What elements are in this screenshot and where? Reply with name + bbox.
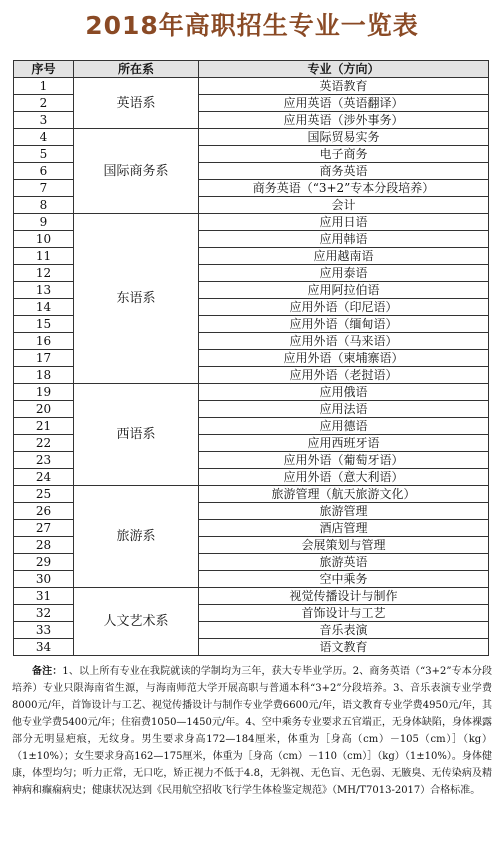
row-index: 13 bbox=[14, 282, 74, 299]
major-cell: 首饰设计与工艺 bbox=[199, 605, 489, 622]
department-cell: 人文艺术系 bbox=[74, 588, 199, 656]
row-index: 20 bbox=[14, 401, 74, 418]
page-title: 2018年高职招生专业一览表 bbox=[85, 11, 419, 40]
major-cell: 商务英语 bbox=[199, 163, 489, 180]
row-index: 6 bbox=[14, 163, 74, 180]
major-cell: 会计 bbox=[199, 197, 489, 214]
major-cell: 旅游管理（航天旅游文化） bbox=[199, 486, 489, 503]
department-cell: 旅游系 bbox=[74, 486, 199, 588]
remarks bbox=[12, 663, 492, 799]
remarks-label: 备注： bbox=[32, 666, 63, 677]
row-index: 14 bbox=[14, 299, 74, 316]
major-cell: 国际贸易实务 bbox=[199, 129, 489, 146]
table-row bbox=[14, 214, 489, 231]
department-cell: 东语系 bbox=[74, 214, 199, 384]
row-index: 32 bbox=[14, 605, 74, 622]
row-index: 28 bbox=[14, 537, 74, 554]
row-index: 25 bbox=[14, 486, 74, 503]
table-row bbox=[14, 486, 489, 503]
row-index: 21 bbox=[14, 418, 74, 435]
major-cell: 旅游英语 bbox=[199, 554, 489, 571]
major-cell: 英语教育 bbox=[199, 78, 489, 95]
row-index: 3 bbox=[14, 112, 74, 129]
major-cell: 应用西班牙语 bbox=[199, 435, 489, 452]
row-index: 11 bbox=[14, 248, 74, 265]
row-index: 8 bbox=[14, 197, 74, 214]
row-index: 10 bbox=[14, 231, 74, 248]
major-cell: 应用英语（英语翻译） bbox=[199, 95, 489, 112]
header-department: 所在系 bbox=[74, 61, 199, 78]
row-index: 19 bbox=[14, 384, 74, 401]
major-cell: 应用外语（印尼语） bbox=[199, 299, 489, 316]
row-index: 16 bbox=[14, 333, 74, 350]
major-cell: 商务英语（“3+2”专本分段培养） bbox=[199, 180, 489, 197]
remarks-text: 1、以上所有专业在我院就读的学制均为三年，获大专毕业学历。2、商务英语（“3+2”专本分段培养）专业只限海南省生源，与海南师范大学开展高职与普通本科“3+2”分段培养。3、音乐表演专业学费8000元/年，首饰设计与工艺、视觉传播设计与制作专业学费6600元/年，语文教育专业学费4950元/年，其他专业学费5400元/年；住宿费1050—1450元/年。4、空中乘务专业要求五官端正，无身体缺陷，身体裸露部分无明显疤痕，无纹身。男生要求身高172—184厘米，体重为［身高（cm）－105（cm）］（kg）（1±10%）；女生要求身高162—175厘米，体重为［身高（cm）－110（cm）］（kg）（1±10%）。身体健康，体型均匀；听力正常，无口吃，矫正视力不低于4.8，无斜视、无色盲、无色弱、无腋臭、无传染病及精神病和癫痫病史；健康状况达到《民用航空招收飞行学生体检鉴定规范》（MH/T7013-2017）合格标准。 bbox=[12, 666, 492, 796]
major-cell: 应用英语（涉外事务） bbox=[199, 112, 489, 129]
row-index: 9 bbox=[14, 214, 74, 231]
row-index: 24 bbox=[14, 469, 74, 486]
major-cell: 会展策划与管理 bbox=[199, 537, 489, 554]
table-header-row bbox=[14, 61, 489, 78]
major-cell: 音乐表演 bbox=[199, 622, 489, 639]
row-index: 7 bbox=[14, 180, 74, 197]
table-body bbox=[14, 78, 489, 656]
major-cell: 应用俄语 bbox=[199, 384, 489, 401]
major-cell: 电子商务 bbox=[199, 146, 489, 163]
major-cell: 语文教育 bbox=[199, 639, 489, 656]
row-index: 1 bbox=[14, 78, 74, 95]
table-row bbox=[14, 588, 489, 605]
department-cell: 西语系 bbox=[74, 384, 199, 486]
major-cell: 应用外语（意大利语） bbox=[199, 469, 489, 486]
major-cell: 旅游管理 bbox=[199, 503, 489, 520]
row-index: 26 bbox=[14, 503, 74, 520]
table-row bbox=[14, 384, 489, 401]
table-row bbox=[14, 129, 489, 146]
majors-table bbox=[13, 60, 489, 656]
major-cell: 应用外语（柬埔寨语） bbox=[199, 350, 489, 367]
major-cell: 应用外语（马来语） bbox=[199, 333, 489, 350]
major-cell: 应用阿拉伯语 bbox=[199, 282, 489, 299]
row-index: 12 bbox=[14, 265, 74, 282]
major-cell: 应用德语 bbox=[199, 418, 489, 435]
department-cell: 英语系 bbox=[74, 78, 199, 129]
major-cell: 应用外语（葡萄牙语） bbox=[199, 452, 489, 469]
row-index: 33 bbox=[14, 622, 74, 639]
major-cell: 视觉传播设计与制作 bbox=[199, 588, 489, 605]
major-cell: 应用外语（缅甸语） bbox=[199, 316, 489, 333]
major-cell: 应用法语 bbox=[199, 401, 489, 418]
row-index: 29 bbox=[14, 554, 74, 571]
row-index: 34 bbox=[14, 639, 74, 656]
row-index: 2 bbox=[14, 95, 74, 112]
major-cell: 酒店管理 bbox=[199, 520, 489, 537]
row-index: 23 bbox=[14, 452, 74, 469]
major-cell: 应用外语（老挝语） bbox=[199, 367, 489, 384]
row-index: 5 bbox=[14, 146, 74, 163]
row-index: 22 bbox=[14, 435, 74, 452]
header-major: 专业（方向） bbox=[199, 61, 489, 78]
row-index: 31 bbox=[14, 588, 74, 605]
table-row bbox=[14, 78, 489, 95]
department-cell: 国际商务系 bbox=[74, 129, 199, 214]
row-index: 18 bbox=[14, 367, 74, 384]
row-index: 15 bbox=[14, 316, 74, 333]
major-cell: 应用越南语 bbox=[199, 248, 489, 265]
row-index: 30 bbox=[14, 571, 74, 588]
major-cell: 应用日语 bbox=[199, 214, 489, 231]
row-index: 17 bbox=[14, 350, 74, 367]
row-index: 4 bbox=[14, 129, 74, 146]
row-index: 27 bbox=[14, 520, 74, 537]
major-cell: 应用泰语 bbox=[199, 265, 489, 282]
major-cell: 空中乘务 bbox=[199, 571, 489, 588]
major-cell: 应用韩语 bbox=[199, 231, 489, 248]
header-index: 序号 bbox=[14, 61, 74, 78]
